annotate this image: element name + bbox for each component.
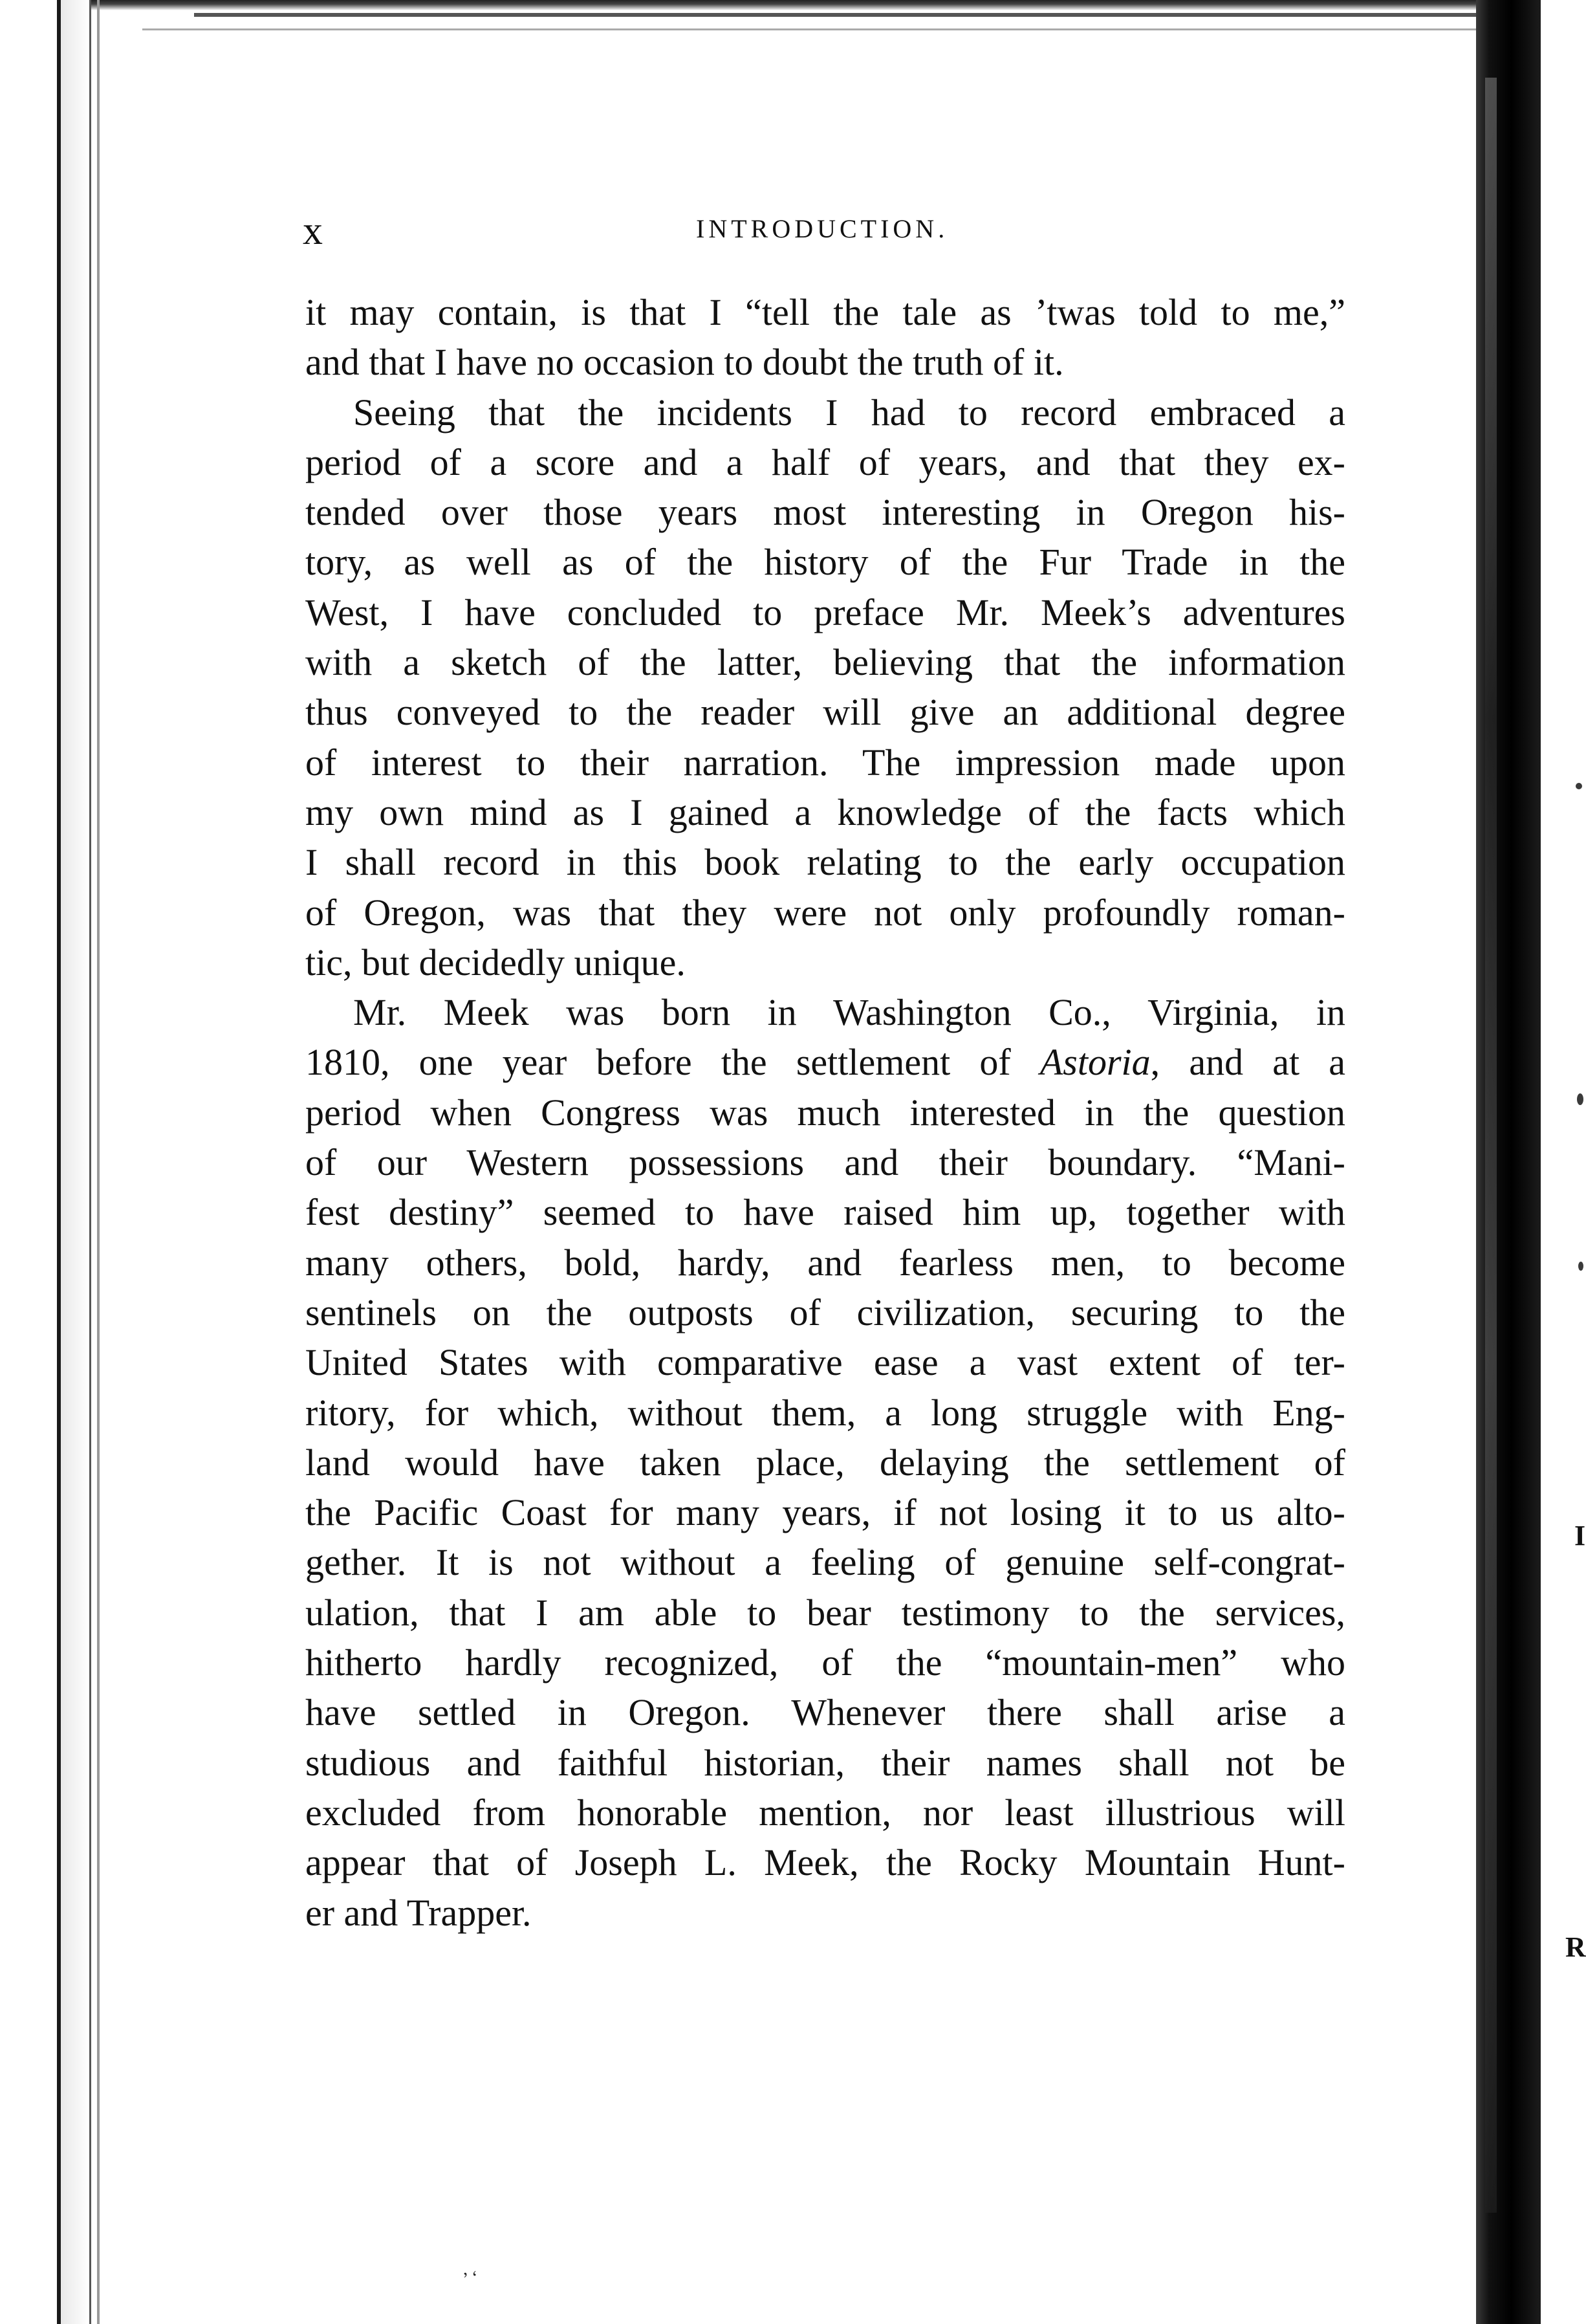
page-top-edge	[91, 0, 1520, 10]
text-line: sentinels on the outposts of civilization, securing to the	[305, 1291, 1345, 1333]
text-line: Seeing that the incidents I had to record embraced a	[353, 391, 1345, 433]
page-top-edge-line	[194, 13, 1488, 17]
text-line: tended over those years most interesting in Oregon his-	[305, 491, 1345, 534]
text-line: gether. It is not without a feeling of genuine self-congrat-	[305, 1541, 1345, 1584]
text-line: Mr. Meek was born in Washington Co., Virginia, in	[353, 991, 1345, 1034]
running-head	[303, 208, 1344, 253]
text-line: have settled in Oregon. Whenever there shall arise a	[305, 1691, 1345, 1734]
text-line: tory, as well as of the history of the Fur Trade in the	[305, 541, 1345, 584]
text-line: land would have taken place, delaying the settlement of	[305, 1441, 1345, 1484]
scan-mark: ’ ‘	[461, 2267, 481, 2290]
italic-place-name: Astoria	[1039, 1041, 1151, 1084]
text-line: period of a score and a half of years, and that they ex-	[305, 441, 1345, 483]
scan-speck	[1577, 1093, 1583, 1105]
text-line: ritory, for which, without them, a long struggle with Eng-	[305, 1391, 1345, 1434]
page-left-border	[57, 0, 91, 2324]
text-line: the Pacific Coast for many years, if not losing it to us alto-	[305, 1491, 1345, 1534]
text-line: tic, but decidedly unique.	[305, 941, 686, 983]
text-line: ulation, that I am able to bear testimony to the services,	[305, 1591, 1345, 1634]
facing-page-edge	[1541, 0, 1586, 2324]
text-line: excluded from honorable mention, nor least illustrious will	[305, 1791, 1345, 1834]
text-line: appear that of Joseph L. Meek, the Rocky Mountain Hunt-	[305, 1841, 1345, 1884]
text-line: thus conveyed to the reader will give an additional degree	[305, 691, 1345, 734]
text-segment: 1810, one year before the settlement of	[305, 1041, 1011, 1084]
facing-page-letter: I	[1574, 1520, 1586, 1551]
page-left-border-line	[97, 0, 100, 2324]
text-line: I shall record in this book relating to the early occupation	[305, 841, 1345, 884]
text-line: with a sketch of the latter, believing that the information	[305, 641, 1345, 684]
text-line: period when Congress was much interested in the question	[305, 1091, 1345, 1134]
text-segment: , and at a	[1150, 1041, 1345, 1084]
text-line: West, I have concluded to preface Mr. Meek’s adventures	[305, 591, 1345, 633]
text-line: studious and faithful historian, their names shall not be	[305, 1741, 1345, 1784]
text-line: of interest to their narration. The impression made upon	[305, 741, 1345, 784]
text-line: many others, bold, hardy, and fearless men, to become	[305, 1241, 1345, 1284]
page-top-edge-shadow	[142, 28, 1514, 30]
text-line: fest destiny” seemed to have raised him up, together with	[305, 1191, 1345, 1234]
page-number: x	[303, 209, 324, 253]
scan-speck	[1578, 1262, 1583, 1271]
text-line: hitherto hardly recognized, of the “mountain-men” who	[305, 1641, 1345, 1684]
facing-page-letter: R	[1565, 1931, 1586, 1963]
running-title: INTRODUCTION.	[696, 214, 949, 243]
text-line: and that I have no occasion to doubt the truth of it.	[305, 341, 1064, 384]
text-line: United States with comparative ease a vast extent of ter-	[305, 1341, 1345, 1384]
text-line: of Oregon, was that they were not only profoundly roman-	[305, 891, 1345, 934]
book-spine-highlight	[1485, 78, 1497, 2213]
scan-speck	[1576, 783, 1582, 789]
text-line: of our Western possessions and their boundary. “Mani-	[305, 1141, 1345, 1184]
text-line-with-italic	[305, 1037, 1345, 1087]
body-text	[305, 287, 1345, 1938]
text-line: my own mind as I gained a knowledge of the facts which	[305, 791, 1345, 833]
text-line: it may contain, is that I “tell the tale as ’twas told to me,”	[305, 291, 1345, 333]
text-line: er and Trapper.	[305, 1891, 532, 1934]
